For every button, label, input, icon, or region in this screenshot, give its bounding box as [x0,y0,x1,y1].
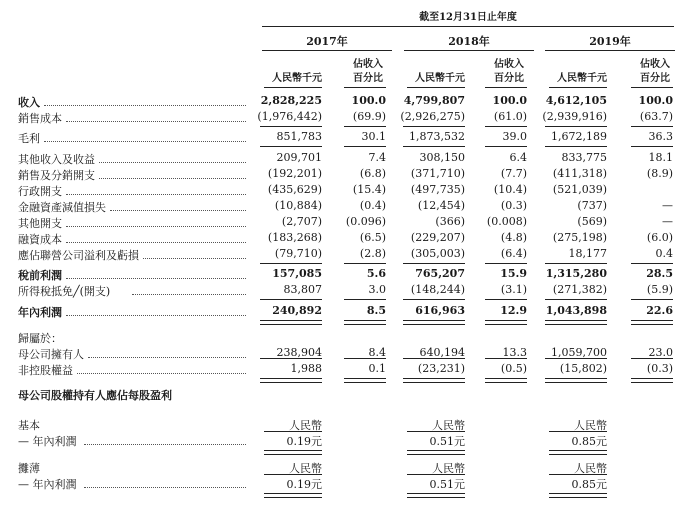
percent-cell: (0.4) [359,199,386,212]
percent-cell: 22.6 [646,304,673,317]
amount-cell: (183,268) [267,231,322,244]
percent-cell: 28.5 [646,267,673,280]
col-amount-header: 人民幣千元 [272,73,322,84]
percent-cell: 15.9 [500,267,527,280]
percent-cell: (69.9) [352,110,386,123]
subtotal-rule [344,146,386,147]
row-label: 行政開支 [18,185,62,198]
eps-currency: 人民幣 [289,419,322,432]
col-header-rule [407,87,465,88]
col-amount-header: 人民幣千元 [415,73,465,84]
row-label: 其他開支 [18,217,62,230]
dot-leader [66,226,246,227]
subtotal-rule [344,358,386,359]
percent-cell: (2.8) [359,247,386,260]
amount-cell: 240,892 [272,304,322,317]
percent-cell: (15.4) [352,183,386,196]
percent-cell: 0.4 [655,247,673,260]
year-rule [262,50,392,51]
percent-cell: 3.0 [368,283,386,296]
amount-cell: 308,150 [419,151,465,164]
eps-value: 0.51元 [429,435,465,448]
amount-cell: (569) [577,215,607,228]
percent-cell: (6.4) [500,247,527,260]
col-header-rule [631,87,673,88]
percent-cell: (6.5) [359,231,386,244]
percent-cell: — [662,199,673,212]
percent-cell: 30.1 [361,130,386,143]
dot-leader [66,121,246,122]
col-amount-header: 人民幣千元 [557,73,607,84]
percent-cell: — [662,215,673,228]
percent-cell: 0.1 [368,362,386,375]
amount-cell: 83,807 [283,283,322,296]
amount-cell: (271,382) [552,283,607,296]
double-rule [344,320,386,325]
dot-leader [84,444,246,445]
subtotal-rule [403,299,465,300]
eps-rule [549,431,607,432]
dot-leader [143,258,246,259]
amount-cell: (12,454) [417,199,465,212]
subtotal-rule [260,299,322,300]
eps-row-label: — 年內利潤 [18,435,77,448]
year-header: 2018年 [448,35,490,48]
double-rule [344,378,386,383]
subtotal-rule [545,263,607,264]
row-label: 融資成本 [18,233,62,246]
dot-leader [110,210,246,211]
double-rule [549,493,607,498]
eps-rule [407,474,465,475]
percent-cell: 5.6 [366,267,386,280]
amount-cell: 1,873,532 [409,130,465,143]
dot-leader [84,487,246,488]
year-rule [545,50,675,51]
subtotal-rule [403,358,465,359]
subtotal-rule [485,146,527,147]
subtotal-rule [260,358,322,359]
row-label: 應佔聯營公司溢利及虧損 [18,249,139,262]
eps-currency: 人民幣 [432,419,465,432]
amount-cell: 640,194 [419,346,465,359]
dot-leader [99,162,246,163]
dot-leader [66,315,246,316]
double-rule [549,450,607,455]
subtotal-rule [344,126,386,127]
amount-cell: (229,207) [410,231,465,244]
double-rule [485,378,527,383]
subtotal-rule [485,263,527,264]
subtotal-rule [485,299,527,300]
amount-cell: (192,201) [267,167,322,180]
amount-cell: (305,003) [410,247,465,260]
dot-leader [66,194,246,195]
subtotal-rule [260,126,322,127]
row-label: 母公司擁有人 [18,348,84,361]
subtotal-rule [485,126,527,127]
subtotal-rule [403,146,465,147]
dot-leader [66,242,246,243]
col-header-rule [264,87,322,88]
eps-value: 0.85元 [571,435,607,448]
col-header-rule [485,87,527,88]
amount-cell: (23,231) [417,362,465,375]
double-rule [631,320,673,325]
percent-cell: (3.1) [500,283,527,296]
row-label: 金融資產減值損失 [18,201,106,214]
amount-cell: 1,059,700 [551,346,607,359]
amount-cell: 2,828,225 [260,94,322,107]
col-header-rule [344,87,386,88]
percent-cell: (0.5) [500,362,527,375]
subtotal-rule [403,126,465,127]
percent-cell: 100.0 [638,94,673,107]
row-label: 年內利潤 [18,306,62,319]
percent-cell: 36.3 [648,130,673,143]
col-pct-header: 佔收入 [640,59,670,70]
eps-row-label: — 年內利潤 [18,478,77,491]
double-rule [485,320,527,325]
amount-cell: (411,318) [552,167,607,180]
subtotal-rule [545,358,607,359]
subtotal-rule [260,263,322,264]
dot-leader [44,105,246,106]
percent-cell: (10.4) [493,183,527,196]
eps-basic-title: 基本 [18,419,40,432]
amount-cell: 1,043,898 [545,304,607,317]
subtotal-rule [344,263,386,264]
eps-rule [407,431,465,432]
col-header-rule [549,87,607,88]
subtotal-rule [403,263,465,264]
amount-cell: (497,735) [410,183,465,196]
amount-cell: 833,775 [561,151,607,164]
percent-cell: (0.096) [345,215,386,228]
amount-cell: 18,177 [568,247,607,260]
eps-currency: 人民幣 [432,462,465,475]
subtotal-rule [545,146,607,147]
eps-rule [264,474,322,475]
amount-cell: 238,904 [276,346,322,359]
subtotal-rule [631,146,673,147]
col-pct-header: 百分比 [640,73,670,84]
dot-leader [99,178,246,179]
percent-cell: 8.5 [366,304,386,317]
eps-rule [549,474,607,475]
double-rule [264,450,322,455]
double-rule [407,450,465,455]
year-header: 2019年 [589,35,631,48]
dot-leader [88,357,246,358]
double-rule [631,378,673,383]
eps-currency: 人民幣 [289,462,322,475]
col-pct-header: 佔收入 [494,59,524,70]
percent-cell: (8.9) [646,167,673,180]
eps-rule [264,431,322,432]
row-label: 銷售及分銷開支 [18,169,95,182]
double-rule [260,320,322,325]
double-rule [264,493,322,498]
percent-cell: 6.4 [509,151,527,164]
percent-cell: 18.1 [648,151,673,164]
eps-value: 0.19元 [286,478,322,491]
amount-cell: 4,612,105 [545,94,607,107]
percent-cell: (4.8) [500,231,527,244]
amount-cell: (2,707) [281,215,322,228]
subtotal-rule [344,299,386,300]
subtotal-rule [631,299,673,300]
double-rule [545,320,607,325]
subtotal-rule [545,126,607,127]
amount-cell: 851,783 [276,130,322,143]
amount-cell: (275,198) [552,231,607,244]
percent-cell: 39.0 [502,130,527,143]
amount-cell: (2,926,275) [400,110,465,123]
row-label: 收入 [18,96,40,109]
percent-cell: (0.3) [646,362,673,375]
percent-cell: 7.4 [368,151,386,164]
percent-cell: (63.7) [639,110,673,123]
row-label: 稅前利潤 [18,269,62,282]
percent-cell: (0.008) [486,215,527,228]
double-rule [545,378,607,383]
row-label: 毛利 [18,132,40,145]
percent-cell: 12.9 [500,304,527,317]
amount-cell: 209,701 [276,151,322,164]
amount-cell: (366) [435,215,465,228]
percent-cell: 8.4 [368,346,386,359]
col-pct-header: 百分比 [494,73,524,84]
percent-cell: 13.3 [502,346,527,359]
subtotal-rule [631,263,673,264]
dot-leader [77,373,246,374]
amount-cell: 616,963 [415,304,465,317]
double-rule [260,378,322,383]
year-rule [404,50,534,51]
eps-value: 0.51元 [429,478,465,491]
amount-cell: (737) [577,199,607,212]
amount-cell: (79,710) [274,247,322,260]
subtotal-rule [260,146,322,147]
subtotal-rule [545,299,607,300]
percent-cell: (5.9) [646,283,673,296]
dot-leader [132,294,246,295]
subtotal-rule [631,126,673,127]
percent-cell: 23.0 [648,346,673,359]
percent-cell: (6.0) [646,231,673,244]
amount-cell: 765,207 [415,267,465,280]
percent-cell: (6.8) [359,167,386,180]
eps-diluted-title: 攤薄 [18,462,40,475]
percent-cell: 100.0 [351,94,386,107]
attributable-heading: 歸屬於： [18,332,62,345]
row-label: 銷售成本 [18,112,62,125]
row-label: 所得稅抵免╱(開支) [18,285,111,298]
amount-cell: (371,710) [410,167,465,180]
subtotal-rule [485,358,527,359]
amount-cell: 4,799,807 [403,94,465,107]
year-header: 2017年 [306,35,348,48]
percent-cell: 100.0 [492,94,527,107]
amount-cell: (10,884) [274,199,322,212]
percent-cell: (0.3) [500,199,527,212]
eps-currency: 人民幣 [574,462,607,475]
amount-cell: (1,976,442) [257,110,322,123]
amount-cell: (521,039) [552,183,607,196]
double-rule [403,320,465,325]
amount-cell: 1,988 [290,362,322,375]
row-label: 非控股權益 [18,364,73,377]
double-rule [403,378,465,383]
amount-cell: (2,939,916) [542,110,607,123]
row-label: 其他收入及收益 [18,153,95,166]
percent-cell: (61.0) [493,110,527,123]
subtotal-rule [631,358,673,359]
dot-leader [66,278,246,279]
dot-leader [44,141,246,142]
col-pct-header: 佔收入 [353,59,383,70]
double-rule [407,493,465,498]
amount-cell: 1,672,189 [551,130,607,143]
eps-value: 0.85元 [571,478,607,491]
amount-cell: (435,629) [267,183,322,196]
amount-cell: 157,085 [272,267,322,280]
col-pct-header: 百分比 [353,73,383,84]
eps-value: 0.19元 [286,435,322,448]
amount-cell: (15,802) [559,362,607,375]
percent-cell: (7.7) [500,167,527,180]
eps-heading: 母公司股權持有人應佔每股盈利 [18,389,172,402]
amount-cell: 1,315,280 [545,267,607,280]
amount-cell: (148,244) [410,283,465,296]
period-header: 截至12月31日止年度 [419,12,517,23]
eps-currency: 人民幣 [574,419,607,432]
header-rule [262,26,674,27]
